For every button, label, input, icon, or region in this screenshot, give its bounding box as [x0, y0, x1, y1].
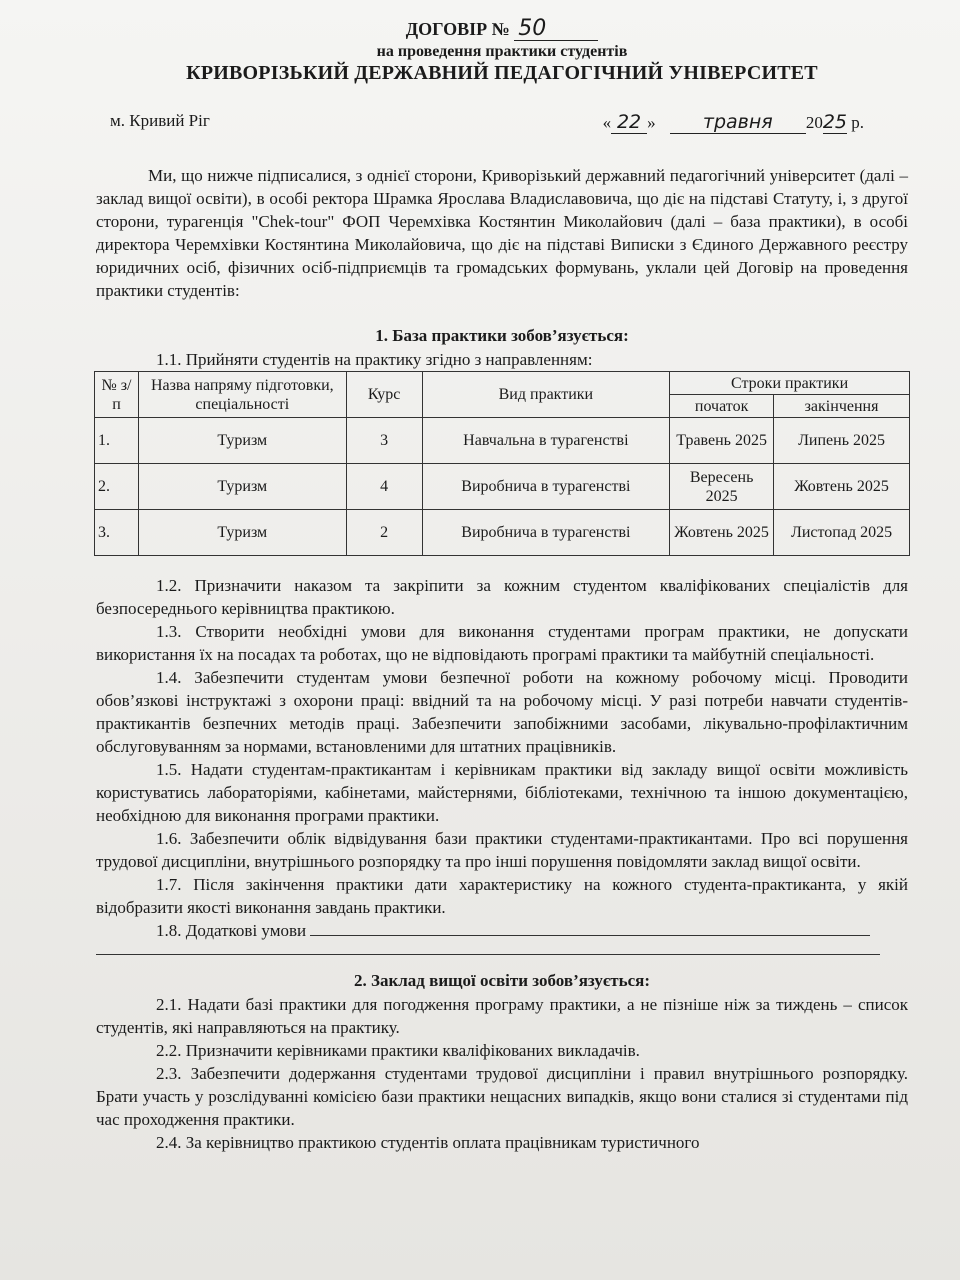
- row-name: Туризм: [138, 418, 346, 464]
- table-header-row: [95, 372, 910, 395]
- intro-paragraph: Ми, що нижче підписалися, з однієї сторони, Криворізький державний педагогічний університет (далі – заклад вищої освіти), в особі ректора Шрамка Ярослава Владиславовича, що діє на підставі Статуту, і, з другої сторони, турагенція "Chek-tour" ФОП Черемхівка Костянтин Миколайович (далі – база практики), в особі директора Черемхівки Костянтина Миколайовича, що діє на підставі Виписки з Єдиного Державного реєстру юридичних осіб, фізичних осіб-підприємців та громадських формувань, уклали цей Договір на проведення практики студентів:: [96, 166, 908, 300]
- contract-subtitle: на проведення практики студентів: [376, 43, 628, 60]
- item-1-3: 1.3. Створити необхідні умови для виконання студентами програм практики, не допускати використання їх на посадах та роботах, що не відповідають програмі практики та майбутній спеціальності.: [96, 622, 908, 664]
- item-1-7: 1.7. Після закінчення практики дати характеристику на кожного студента-практиканта, у якій відобразити якості виконання завдань практики.: [96, 875, 908, 917]
- header-terms: Строки практики: [670, 372, 910, 395]
- header-start: початок: [670, 395, 774, 418]
- item-2-1: 2.1. Надати базі практики для погодження програму практики, а не пізніше ніж за тиждень – список студентів, які направляються на практику.: [96, 995, 908, 1037]
- row-kind: Навчальна в турагенстві: [422, 418, 670, 464]
- item-1-6: 1.6. Забезпечити облік відвідування бази практики студентами-практикантами. Про всі порушення трудової дисципліни, внутрішнього розпорядку та про інші порушення повідомляти заклад вищої освіти.: [96, 829, 908, 871]
- row-end: Листопад 2025: [774, 510, 910, 556]
- section-1-heading: 1. База практики зобов’язується:: [375, 326, 629, 345]
- date-suffix: р.: [851, 113, 864, 132]
- header-end: закінчення: [774, 395, 910, 418]
- contract-title: [96, 18, 908, 41]
- item-1-2: 1.2. Призначити наказом та закріпити за кожним студентом кваліфікованих спеціалістів для безпосереднього керівництва практикою.: [96, 576, 908, 618]
- date-day: 22: [611, 111, 647, 134]
- section-2-heading: 2. Заклад вищої освіти зобов’язується:: [354, 971, 650, 990]
- row-course: 3: [346, 418, 422, 464]
- row-name: Туризм: [138, 464, 346, 510]
- header-kind: Вид практики: [422, 372, 670, 418]
- row-num: 3.: [95, 510, 139, 556]
- row-kind: Виробнича в турагенстві: [422, 464, 670, 510]
- city: м. Кривий Ріг: [110, 111, 210, 130]
- table-row: [95, 510, 910, 556]
- row-start: Травень 2025: [670, 418, 774, 464]
- additional-terms-line: [310, 920, 870, 936]
- row-num: 2.: [95, 464, 139, 510]
- date-year: 25: [822, 111, 847, 133]
- header-name: Назва напряму підготовки, спеціальності: [138, 372, 346, 418]
- table-row: [95, 418, 910, 464]
- item-2-4: 2.4. За керівництво практикою студентів оплата працівникам туристичного: [156, 1133, 700, 1152]
- item-1-8: [96, 919, 908, 942]
- additional-terms-line-2: [96, 942, 880, 955]
- practice-table: [94, 371, 910, 556]
- item-1-8-label: 1.8. Додаткові умови: [156, 921, 307, 940]
- contract-title-prefix: ДОГОВІР №: [405, 19, 510, 39]
- date-open-quote: «: [602, 113, 612, 132]
- row-start: Жовтень 2025: [670, 510, 774, 556]
- item-1-4: 1.4. Забезпечити студентам умови безпечної роботи на кожному робочому місці. Проводити обов’язкові інструктажі з охорони праці: ввідний та на робочому місці. У разі потреби навчати студентів-практикантів безпечних методів праці. Забезпечити запобіжними засобами, лікувально-профілактичним обслуговуванням за нормами, встановленими для штатних працівників.: [96, 668, 908, 756]
- row-num: 1.: [95, 418, 139, 464]
- item-2-2: 2.2. Призначити керівниками практики кваліфікованих викладачів.: [156, 1041, 640, 1060]
- item-1-1: 1.1. Прийняти студентів на практику згідно з направленням:: [156, 350, 593, 369]
- table-row: [95, 464, 910, 510]
- row-course: 2: [346, 510, 422, 556]
- date-month: травня: [670, 111, 806, 134]
- row-start: Вересень 2025: [670, 464, 774, 510]
- header-num: № з/п: [95, 372, 139, 418]
- item-2-3: 2.3. Забезпечити додержання студентами трудової дисципліни і правил внутрішнього розпорядку. Брати участь у розслідуванні комісією бази практики нещасних випадків, якщо вони сталися зі студентами під час проходження практики.: [96, 1064, 908, 1129]
- date-year-prefix: 20: [805, 113, 823, 132]
- place-date-row: [96, 111, 908, 134]
- item-1-5: 1.5. Надати студентам-практикантам і керівникам практики від закладу вищої освіти можливість користуватись лабораторіями, кабінетами, майстернями, бібліотеками, технічною та іншою документацією, необхідною для виконання програми практики.: [96, 760, 908, 825]
- row-course: 4: [346, 464, 422, 510]
- header-course: Курс: [346, 372, 422, 418]
- row-kind: Виробнича в турагенстві: [422, 510, 670, 556]
- contract-number: 50: [514, 18, 598, 41]
- row-end: Жовтень 2025: [774, 464, 910, 510]
- contract-date: [603, 111, 908, 134]
- organization-name: КРИВОРІЗЬКИЙ ДЕРЖАВНИЙ ПЕДАГОГІЧНИЙ УНІВЕРСИТЕТ: [186, 62, 818, 84]
- row-name: Туризм: [138, 510, 346, 556]
- date-close-quote: »: [647, 113, 656, 132]
- row-end: Липень 2025: [774, 418, 910, 464]
- document-content: [96, 18, 908, 1154]
